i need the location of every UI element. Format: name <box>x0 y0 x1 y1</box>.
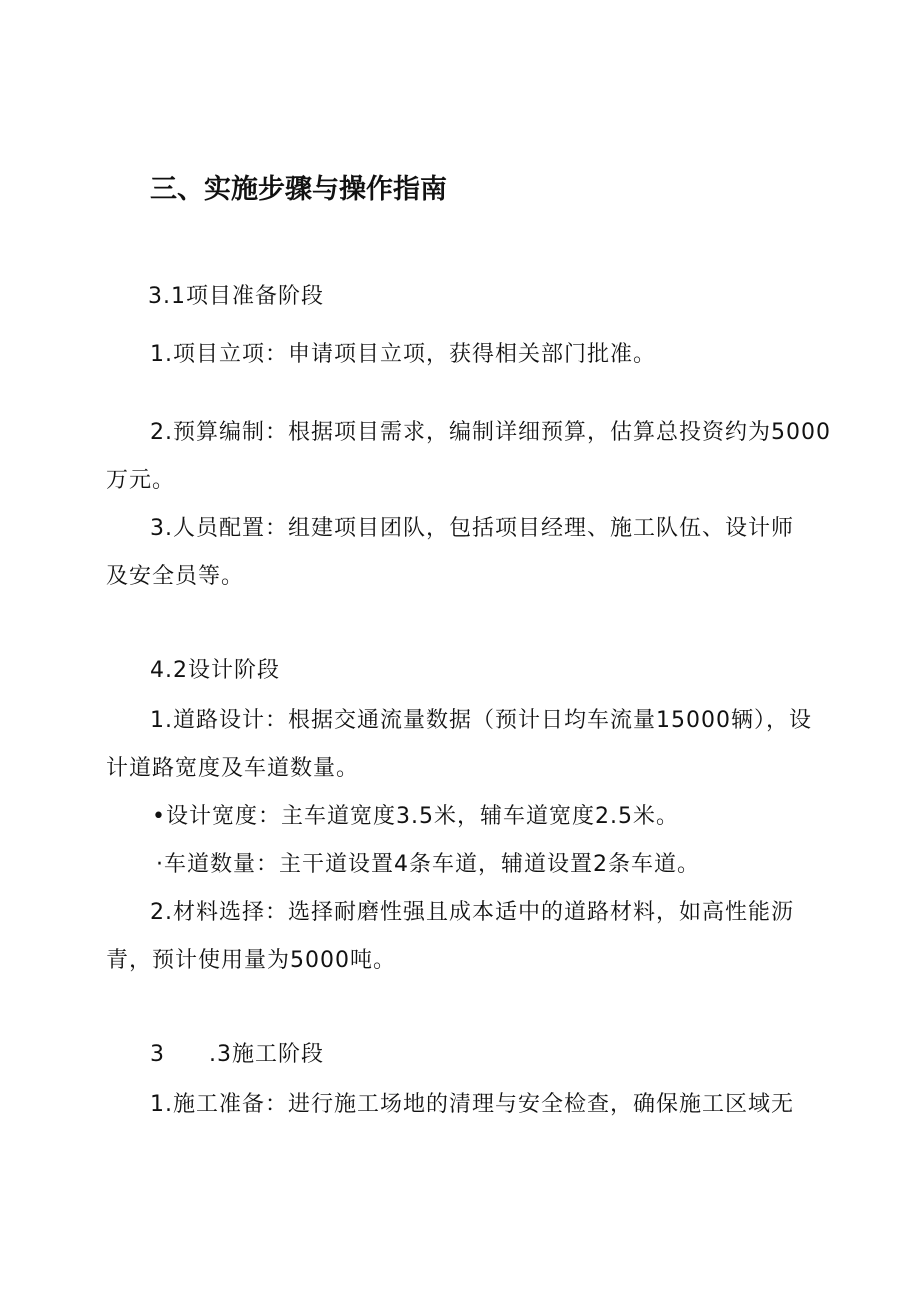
subsection-heading-3-1: 3.1项目准备阶段 <box>148 284 324 309</box>
paragraph-continuation: 及安全员等。 <box>106 564 245 589</box>
paragraph-continuation: 万元。 <box>106 468 176 493</box>
paragraph-item: 2.预算编制：根据项目需求，编制详细预算，估算总投资约为5000 <box>150 420 831 445</box>
paragraph-item: 1.道路设计：根据交通流量数据（预计日均车流量15000辆），设 <box>150 708 812 733</box>
paragraph-item: 2.材料选择：选择耐磨性强且成本适中的道路材料，如高性能沥 <box>150 900 794 925</box>
heading-text: .3施工阶段 <box>209 1042 324 1067</box>
paragraph-continuation: 青，预计使用量为5000吨。 <box>106 948 396 973</box>
subsection-heading-4-2: 4.2设计阶段 <box>150 658 280 683</box>
section-title: 三、实施步骤与操作指南 <box>150 174 447 205</box>
bullet-item: ·车道数量：主干道设置4条车道，辅道设置2条车道。 <box>156 852 700 877</box>
heading-number: 3 <box>150 1042 165 1067</box>
subsection-heading-3-3 <box>150 1042 324 1068</box>
paragraph-item: 1.项目立项：申请项目立项，获得相关部门批准。 <box>150 342 656 367</box>
paragraph-item: 1.施工准备：进行施工场地的清理与安全检查，确保施工区域无 <box>150 1092 794 1117</box>
bullet-item: •设计宽度：主车道宽度3.5米，辅车道宽度2.5米。 <box>152 804 679 829</box>
paragraph-item: 3.人员配置：组建项目团队，包括项目经理、施工队伍、设计师 <box>150 516 794 541</box>
paragraph-continuation: 计道路宽度及车道数量。 <box>106 756 360 781</box>
